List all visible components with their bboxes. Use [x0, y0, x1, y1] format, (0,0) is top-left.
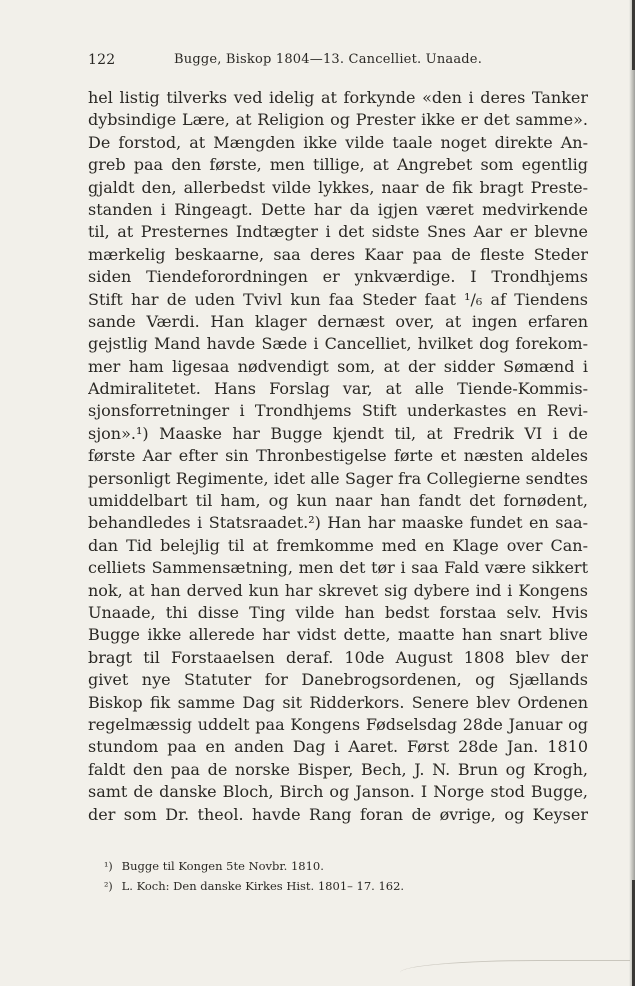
text-line: greb paa den første, men tillige, at Angrebet som egentlig [88, 155, 588, 175]
text-line: Unaade, thi disse Ting vilde han bedst forstaa selv. Hvis [88, 602, 588, 622]
running-title: Bugge, Biskop 1804—13. Cancelliet. Unaade. [174, 52, 483, 67]
page-edge-shadow [629, 0, 635, 986]
text-line: gjaldt den, allerbedst vilde lykkes, naar de fik bragt Preste- [88, 177, 588, 197]
text-line: behandledes i Statsraadet.²) Han har maaske fundet en saa- [88, 513, 588, 533]
text-line: hel listig tilverks ved idelig at forkynde «den i deres Tanker [88, 88, 588, 107]
text-line: der som Dr. theol. havde Rang foran de øvrige, og Keyser [88, 804, 588, 824]
footnote [104, 876, 574, 896]
text-line: umiddelbart til ham, og kun naar han fandt det fornødent, [88, 491, 588, 511]
footnote [104, 856, 574, 876]
text-line: standen i Ringeagt. Dette har da igjen været medvirkende [88, 199, 588, 219]
text-line: sande Værdi. Han klager dernæst over, at ingen erfaren [88, 311, 588, 331]
page-number: 122 [88, 52, 116, 68]
page-header [88, 52, 588, 72]
text-line: De forstod, at Mængden ikke vilde taale noget direkte An- [88, 132, 588, 152]
text-line: Admiralitetet. Hans Forslag var, at alle Tiende-Kommis- [88, 379, 588, 399]
text-line: givet nye Statuter for Danebrogsordenen, og Sjællands [88, 670, 588, 690]
footnote-text: L. Koch: Den danske Kirkes Hist. 1801– 17. 162. [121, 879, 405, 893]
body-text [88, 87, 588, 826]
text-line: faldt den paa de norske Bisper, Bech, J. N. Brun og Krogh, [88, 759, 588, 779]
text-line: samt de danske Bloch, Birch og Janson. I Norge stod Bugge, [88, 782, 588, 802]
text-line: sjonsforretninger i Trondhjems Stift underkastes en Revi- [88, 401, 588, 421]
text-line: Bugge ikke allerede har vidst dette, maatte han snart blive [88, 625, 588, 645]
text-line: siden Tiendeforordningen er ynkværdige. I Trondhjems [88, 267, 588, 287]
text-line: stundom paa en anden Dag i Aaret. Først 28de Jan. 1810 [88, 737, 588, 757]
page-curl [400, 960, 630, 981]
text-line: nok, at han derved kun har skrevet sig dybere ind i Kongens [88, 580, 588, 600]
footnote-mark: ²) [104, 880, 113, 893]
text-line: dan Tid belejlig til at fremkomme med en Klage over Can- [88, 535, 588, 555]
text-line: regelmæssig uddelt paa Kongens Fødselsdag 28de Januar og [88, 714, 588, 734]
text-line: første Aar efter sin Thronbestigelse førte et næsten aldeles [88, 446, 588, 466]
text-line: personligt Regimente, idet alle Sager fra Collegierne sendtes [88, 468, 588, 488]
text-line: til, at Presternes Indtægter i det sidste Snes Aar er blevne [88, 222, 588, 242]
footnote-text: Bugge til Kongen 5te Novbr. 1810. [121, 859, 324, 873]
text-line: dybsindige Lære, at Religion og Prester ikke er det samme». [88, 110, 588, 130]
text-line: mærkelig beskaarne, saa deres Kaar paa de fleste Steder [88, 244, 588, 264]
text-line: bragt til Forstaaelsen deraf. 10de August 1808 blev der [88, 647, 588, 667]
footnote-mark: ¹) [104, 860, 113, 873]
text-line: Stift har de uden Tvivl kun faa Steder faat ¹/₆ af Tiendens [88, 289, 588, 309]
text-line: Biskop fik samme Dag sit Ridderkors. Senere blev Ordenen [88, 692, 588, 712]
text-line: gejstlig Mand havde Sæde i Cancelliet, hvilket dog forekom- [88, 334, 588, 354]
text-line: mer ham ligesaa nødvendigt som, at der sidder Sømænd i [88, 356, 588, 376]
footnotes [104, 856, 574, 896]
text-line: sjon».¹) Maaske har Bugge kjendt til, at Fredrik VI i de [88, 423, 588, 443]
text-line: celliets Sammensætning, men det tør i saa Fald være sikkert [88, 558, 588, 578]
